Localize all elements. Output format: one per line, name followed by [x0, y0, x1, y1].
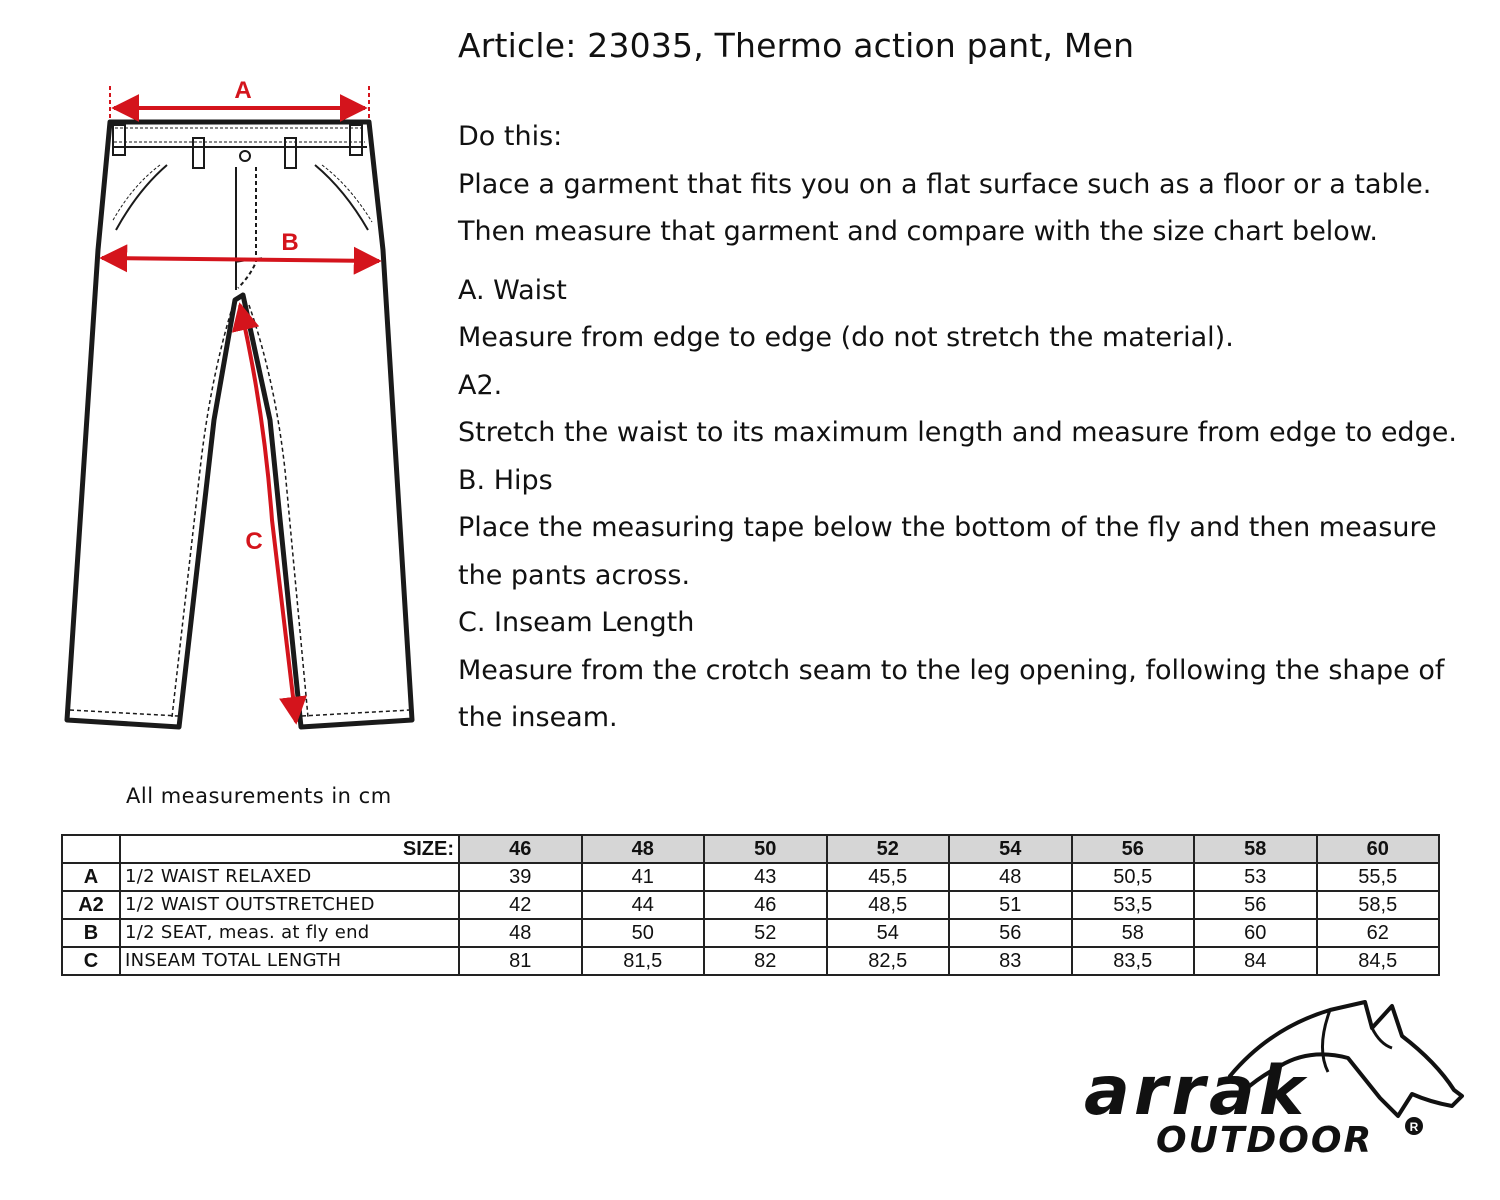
pants-measurement-diagram: [0, 0, 440, 760]
measurement-label: 1/2 SEAT, meas. at fly end: [120, 919, 459, 947]
waist-text: Measure from edge to edge (do not stretch the material).: [458, 322, 1234, 353]
size-chart-table: [61, 834, 1440, 976]
pants-outline: [67, 122, 412, 727]
label-c: C: [245, 528, 263, 555]
inseam-text: Measure from the crotch seam to the leg opening, following the shape of the inseam.: [458, 654, 1445, 733]
size-header-cell: 60: [1317, 835, 1440, 863]
size-header-cell: 58: [1194, 835, 1317, 863]
measurement-value: 55,5: [1317, 863, 1440, 891]
measurement-unit-note: All measurements in cm: [126, 784, 392, 808]
measurement-value: 52: [704, 919, 827, 947]
measurement-value: 82: [704, 947, 827, 975]
instructions-intro-1: Place a garment that fits you on a flat surface such as a floor or a table.: [458, 168, 1432, 200]
measurement-value: 48: [459, 919, 582, 947]
size-label: SIZE:: [120, 835, 459, 863]
measurement-value: 62: [1317, 919, 1440, 947]
measurement-value: 81: [459, 947, 582, 975]
measurement-code: B: [62, 919, 120, 947]
table-row: [62, 863, 1439, 891]
measurement-label: 1/2 WAIST OUTSTRETCHED: [120, 891, 459, 919]
measurement-value: 50,5: [1072, 863, 1195, 891]
size-header-cell: 54: [949, 835, 1072, 863]
size-header-cell: 48: [582, 835, 705, 863]
measurement-value: 43: [704, 863, 827, 891]
a2-text: Stretch the waist to its maximum length and measure from edge to edge.: [458, 417, 1457, 448]
measurement-value: 53: [1194, 863, 1317, 891]
measurement-value: 48: [949, 863, 1072, 891]
measurement-value: 46: [704, 891, 827, 919]
measurement-value: 82,5: [827, 947, 950, 975]
table-row: [62, 947, 1439, 975]
measurement-value: 58,5: [1317, 891, 1440, 919]
measurement-value: 44: [582, 891, 705, 919]
a2-heading: A2.: [458, 369, 503, 401]
measurement-label: INSEAM TOTAL LENGTH: [120, 947, 459, 975]
size-header-cell: 52: [827, 835, 950, 863]
measurement-value: 53,5: [1072, 891, 1195, 919]
table-row: [62, 919, 1439, 947]
measurement-value: 51: [949, 891, 1072, 919]
measurement-value: 50: [582, 919, 705, 947]
measurement-value: 60: [1194, 919, 1317, 947]
measurement-value: 45,5: [827, 863, 950, 891]
size-header-cell: 50: [704, 835, 827, 863]
measurement-value: 83,5: [1072, 947, 1195, 975]
measurement-value: 54: [827, 919, 950, 947]
waist-heading: A. Waist: [458, 274, 567, 306]
measurement-code: A2: [62, 891, 120, 919]
label-a: A: [234, 77, 252, 104]
measurement-label: 1/2 WAIST RELAXED: [120, 863, 459, 891]
measurement-value: 83: [949, 947, 1072, 975]
size-header-cell: 46: [459, 835, 582, 863]
instructions-intro-2: Then measure that garment and compare with the size chart below.: [458, 216, 1379, 247]
measurement-code: A: [62, 863, 120, 891]
measurement-value: 81,5: [582, 947, 705, 975]
size-header-row: [62, 835, 1439, 863]
measurement-code: C: [62, 947, 120, 975]
label-b: B: [281, 229, 299, 256]
logo-registered: R: [1409, 1120, 1419, 1134]
size-table-body: [62, 863, 1439, 975]
size-header-cell: 56: [1072, 835, 1195, 863]
measurement-value: 84: [1194, 947, 1317, 975]
inseam-heading: C. Inseam Length: [458, 607, 695, 638]
logo-sub: OUTDOOR: [1156, 1120, 1374, 1161]
measurement-arrows: [102, 86, 379, 722]
hips-heading: B. Hips: [458, 464, 553, 496]
instructions: [458, 113, 1458, 742]
measurement-value: 48,5: [827, 891, 950, 919]
table-row: [62, 891, 1439, 919]
hips-text: Place the measuring tape below the bottom of the fly and then measure the pants across.: [458, 512, 1437, 591]
arrak-outdoor-logo: [1080, 998, 1475, 1168]
measurement-value: 42: [459, 891, 582, 919]
header-corner: [62, 835, 120, 863]
measurement-value: 39: [459, 863, 582, 891]
page-title: Article: 23035, Thermo action pant, Men: [458, 26, 1135, 65]
measurement-value: 58: [1072, 919, 1195, 947]
instructions-heading: Do this:: [458, 121, 563, 152]
measurement-value: 84,5: [1317, 947, 1440, 975]
hips-arrow: [102, 258, 379, 261]
measurement-value: 41: [582, 863, 705, 891]
measurement-value: 56: [1194, 891, 1317, 919]
logo-brand: arrak: [1084, 1052, 1309, 1131]
measurement-value: 56: [949, 919, 1072, 947]
